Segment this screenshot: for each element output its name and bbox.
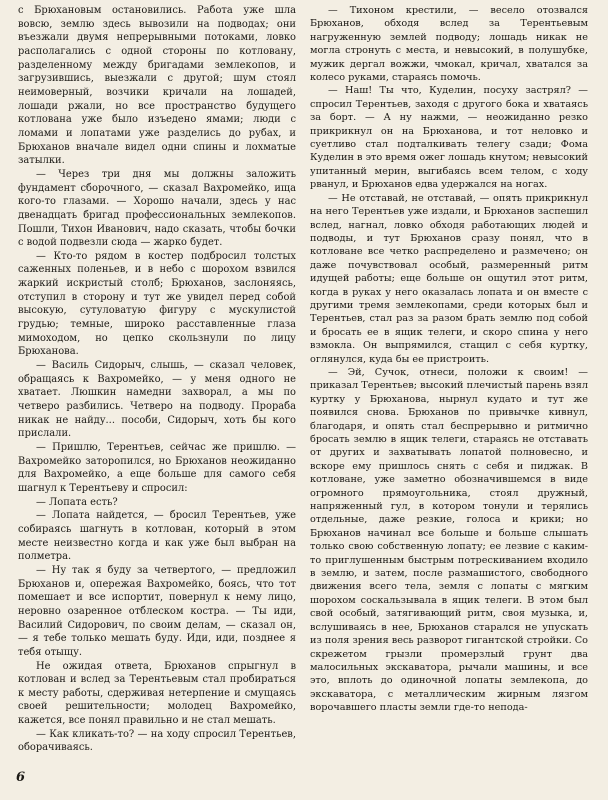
paragraph: — Как кликать-то? — на ходу спросил Терентьев, оборачиваясь. (18, 728, 296, 754)
paragraph: — Ну так я буду за четвертого, — предложил Брюханов и, опережая Вахромейко, боясь, что тот помешает и все испортит, повернул к нему лицо, неровно озаренное отблеском костра. — Ты иди, Василий Сидорович, по своим делам, — сказал он, — я тебе только мешать буду. Иди, иди, позднее я тебя отыщу. (18, 564, 296, 658)
left-column (18, 4, 296, 755)
page-number: 6 (16, 770, 26, 785)
paragraph: — Через три дня мы должны заложить фундамент сборочного, — сказал Вахромейко, ища кого-то глазами. — Хорошо начали, здесь у нас двенадцать бригад профессиональных землекопов. Пошли, Тихон Иванович, надо сказать, чтобы бочки с водой подвезли сюда — жарко будет. (18, 168, 296, 249)
right-column (310, 4, 588, 715)
paragraph: с Брюхановым остановились. Работа уже шла вовсю, землю здесь вывозили на подводах; они въезжали двумя непрерывными потоками, ловко располагались с одной стороны по котловану, разделенному между бригадами землекопов, и загрузившись, выезжали с другой; шум стоял неимоверный, возчики кричали на лошадей, лошади ржали, но все пространство будущего котлована уже было изъедено ямами; люди с ломами и лопатами уже разделись до рубах, и Брюханов вначале видел одни спины и лохматые затылки. (18, 5, 296, 167)
paragraph: Не ожидая ответа, Брюханов спрыгнул в котлован и вслед за Терентьевым стал пробираться к месту работы, сдерживая нетерпение и смущаясь своей решительности; молодец Вахромейко, кажется, все понял правильно и не стал мешать. (18, 660, 296, 727)
paragraph: — Тихоном крестили, — весело отозвался Брюханов, обходя вслед за Терентьевым нагруженную землей подводу; лошадь никак не могла стронуть с места, и невысокий, в полушубке, мужик дергал вожжи, чмокал, кричал, хватался за колесо руками, стараясь помочь. (310, 5, 588, 84)
paragraph: — Пришлю, Терентьев, сейчас же пришлю. — Вахромейко заторопился, но Брюханов неожиданно для Вахромейко, а еще больше для самого себя шагнул к Терентьеву и спросил: (18, 442, 296, 494)
paragraph: — Лопата найдется, — бросил Терентьев, уже собираясь шагнуть в котлован, который в этом месте неизвестно когда и как уже был выбран на полметра. (18, 510, 296, 563)
paragraph: — Наш! Ты что, Куделин, посуху застрял? — спросил Терентьев, заходя с другого бока и хватаясь за борт. — А ну нажми, — неожиданно резко прикрикнул он на Брюханова, и тот неловко и суетливо стал подталкивать телегу сзади; Фома Куделин в это время ожег лошадь кнутом; невысокий упитанный мерин, выгибаясь всем телом, с ходу рванул, и Брюханов едва удержался на ногах. (310, 85, 588, 191)
paragraph: — Василь Сидорыч, слышь, — сказал человек, обращаясь к Вахромейко, — у меня одного не хватает. Люшкин намедни захворал, а мы по четверо разбились. Четверо на подводу. Прораба никак не найду... пособи, Сидорыч, хоть бы кого прислали. (18, 360, 296, 440)
paragraph: — Эй, Сучок, отнеси, положи к своим! — приказал Терентьев; высокий плечистый парень взял куртку у Брюханова, нырнул кудато и тут же появился снова. Брюханов по привычке кивнул, благодаря, и опять стал беспрерывно и ритмично бросать землю в ящик телеги, стараясь не отставать от других и захватывать лопатой полновесно, и вскоре ему пришлось снять с себя и пиджак. В котловане, уже заметно обозначившемся в виде огромного прямоугольника, стоял дружный, напряженный гул, в котором тонули и терялись отдельные, даже резкие, голоса и крики; но Брюханов начинал все больше и больше слышать только свою собственную лопату; ее лезвие с каким-то приглушенным быстрым потрескиванием входило в землю, и затем, после размашистого, свободного движения всего тела, земля с лопаты с мягким шорохом соскальзывала в ящик телеги. В этом был свой особый, затягивающий ритм, своя музыка, и, вслушиваясь в нее, Брюханов старался не упускать из поля зрения весь разворот гигантской стройки. Со скрежетом грызли промерзлый грунт два малосильных экскаватора, рычали машины, и все это, вплоть до одиночной лопаты землекопа, до экскаватора, с металлическим жирным лязгом ворочавшего пласты земли где-то непода- (310, 366, 589, 714)
paragraph: — Лопата есть? (36, 496, 118, 508)
paragraph: — Не отставай, не отставай, — опять прикрикнул на него Терентьев уже издали, и Брюханов заспешил вслед, нагнал, ловко обходя работающих людей и подводы, и тут Брюханов сразу понял, что в котловане все четко распределено и размечено; он даже почувствовал особый, размеренный ритм идущей работы; еще больше он ощутил этот ритм, когда в руках у него оказалась лопата и он вместе с другими тремя землекопами, среди которых был и Терентьев, стал раз за разом брать землю под собой и бросать ее в ящик телеги, и скоро спина у него взмокла. Он выпрямился, стащил с себя куртку, оглянулся, куда бы ее пристроить. (310, 192, 588, 365)
paragraph: — Кто-то рядом в костер подбросил толстых саженных поленьев, и в небо с шорохом взвился жаркий искристый столб; Брюханов, заслоняясь, отступил в сторону и тут же увидел перед собой высокую, сутуловатую фигуру с мускулистой грудью; темные, широко расставленные глаза мимоходом, но цепко скользнули по лицу Брюханова. (18, 250, 296, 358)
